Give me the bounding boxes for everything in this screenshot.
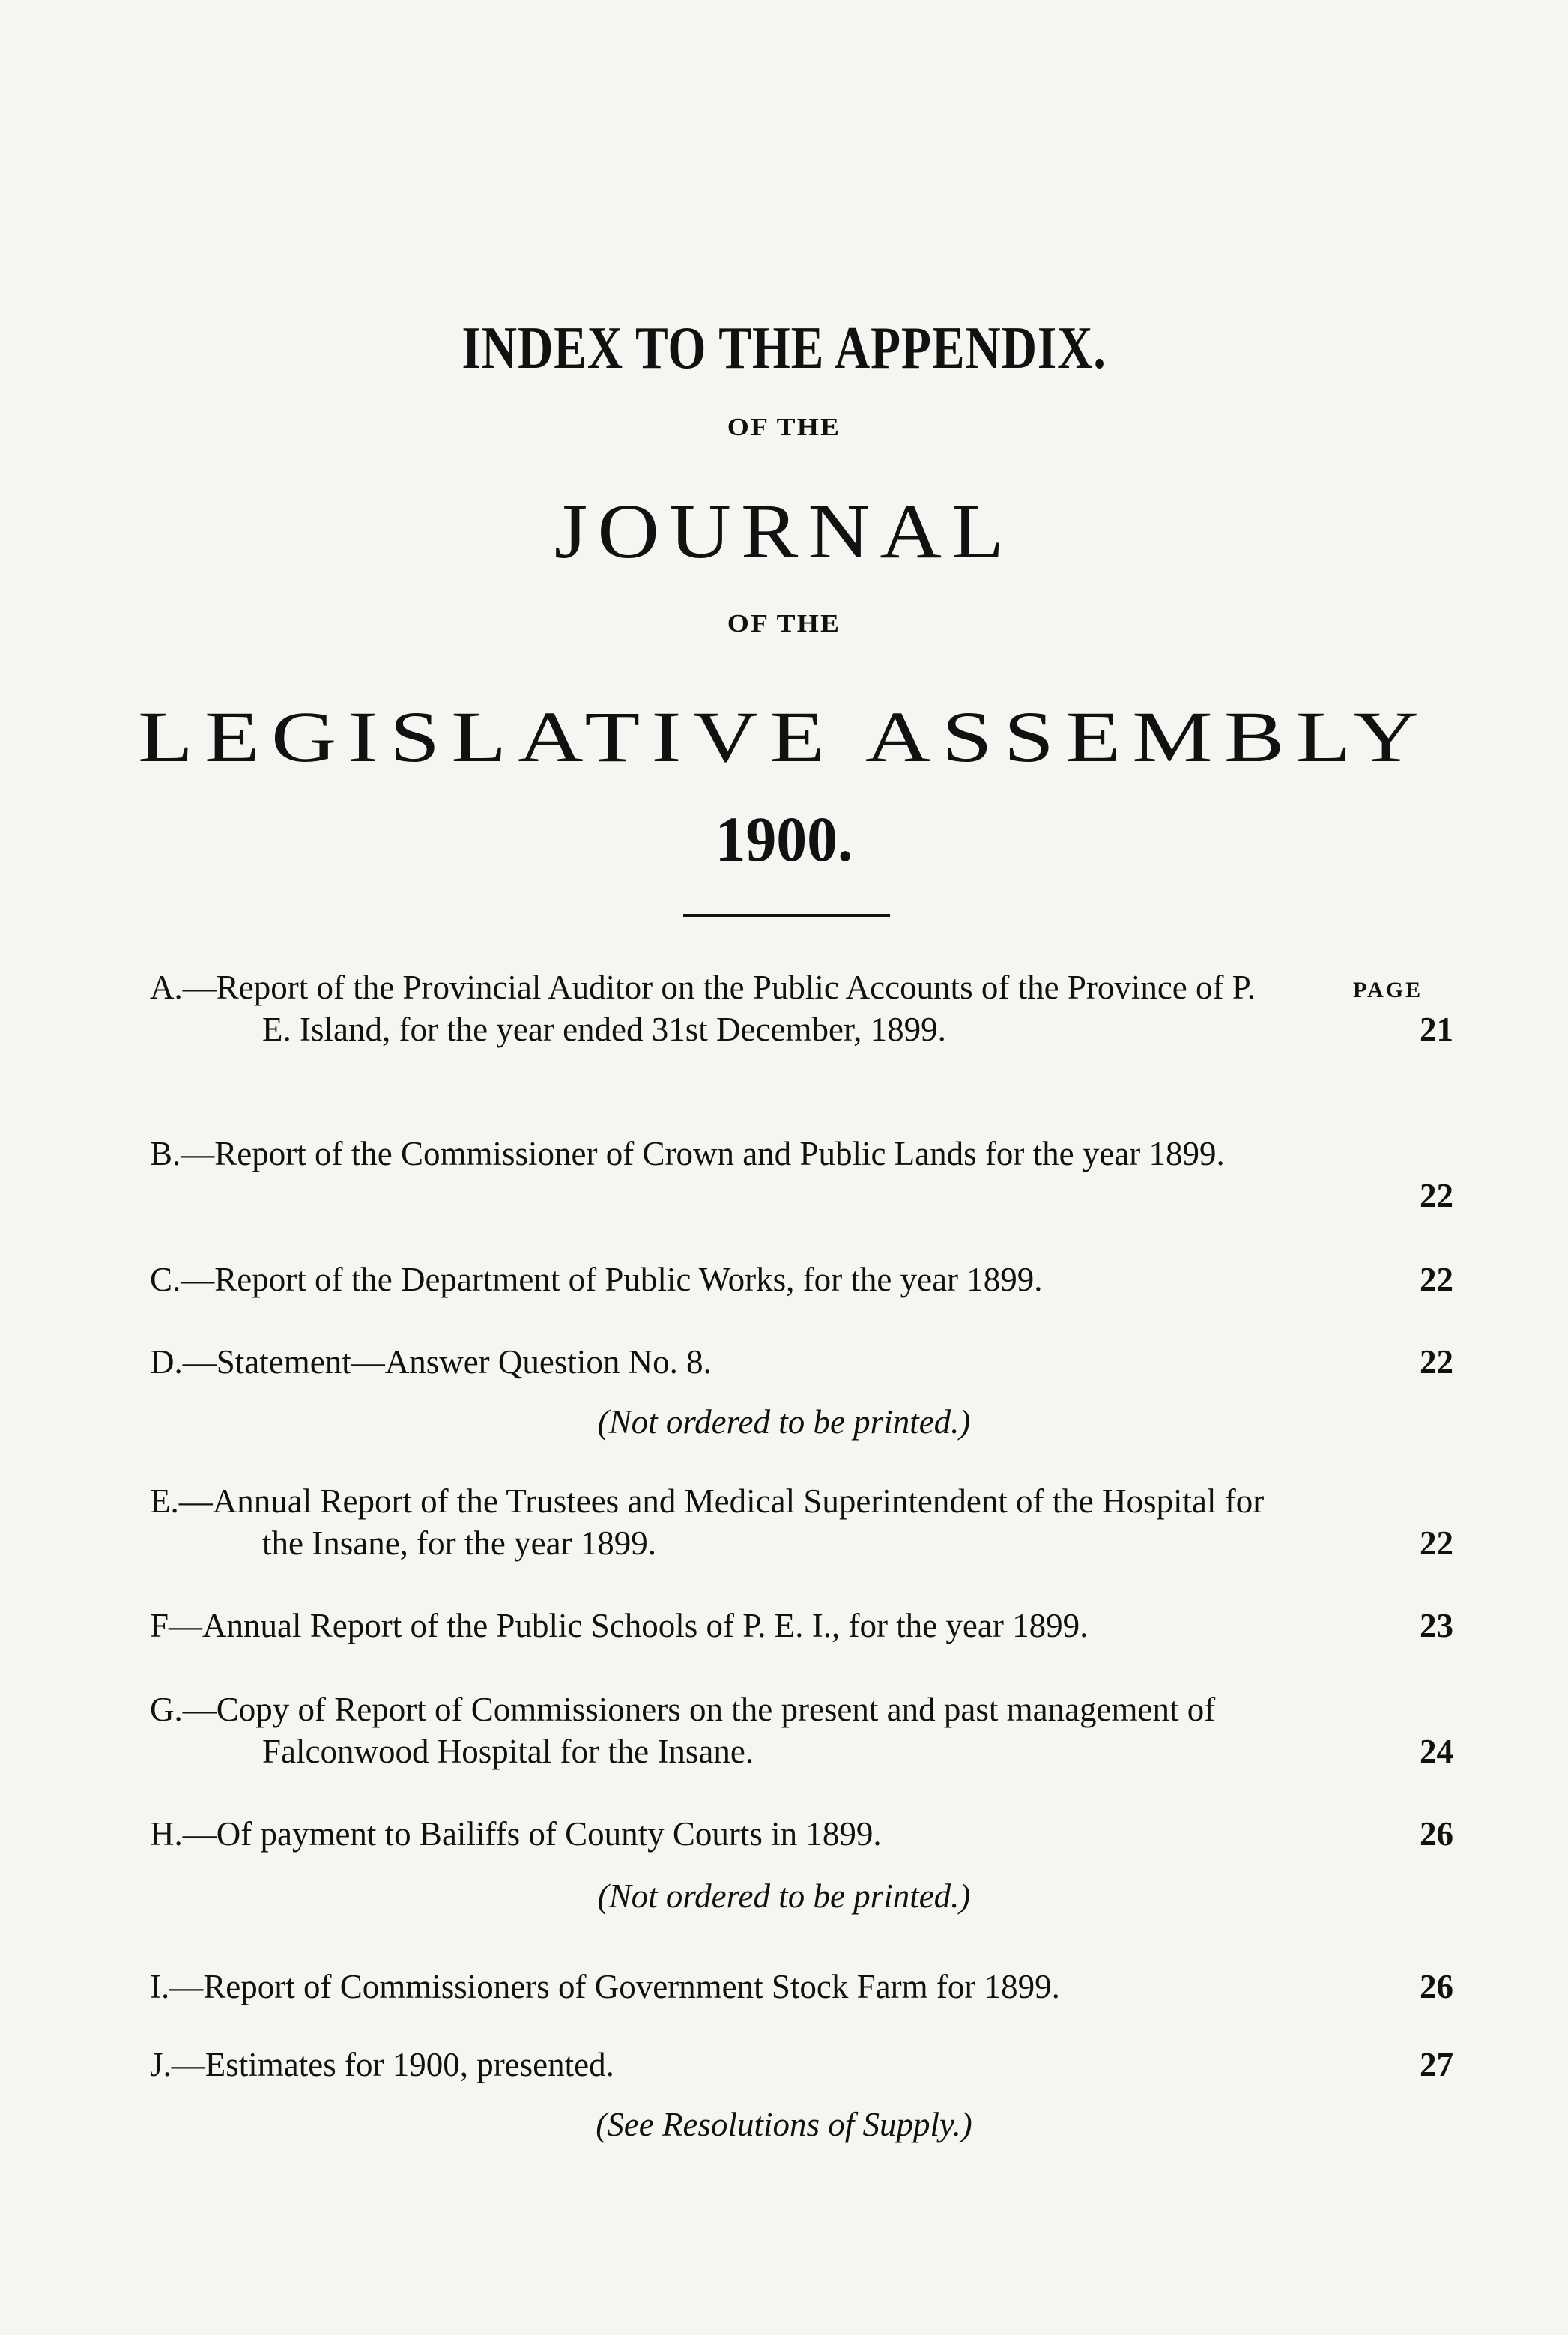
page-title: INDEX TO THE APPENDIX. bbox=[461, 315, 1107, 381]
subheading-of-the: OF THE bbox=[727, 414, 841, 441]
entry-page-number: 21 bbox=[1420, 1011, 1453, 1048]
entry-page-number: 26 bbox=[1420, 1815, 1453, 1853]
assembly-heading: LEGISLATIVE ASSEMBLY bbox=[137, 697, 1431, 777]
entry-text: C.—Report of the Department of Public Works, for the year 1899. bbox=[150, 1261, 1043, 1298]
entry-page-number: 24 bbox=[1420, 1733, 1453, 1770]
entry-note: (See Resolutions of Supply.) bbox=[596, 2106, 972, 2143]
entry-page-number: 27 bbox=[1420, 2046, 1453, 2083]
entry-text: E.—Annual Report of the Trustees and Medical Superintendent of the Hospital for the Insane, for the year 1899. bbox=[150, 1483, 1265, 1562]
entry-page-number: 23 bbox=[1420, 1607, 1453, 1644]
entry-page-number: 22 bbox=[1420, 1524, 1453, 1562]
page-column-label: PAGE bbox=[1353, 978, 1423, 1002]
entry-text: H.—Of payment to Bailiffs of County Courts in 1899. bbox=[150, 1815, 882, 1853]
entry-text: D.—Statement—Answer Question No. 8. bbox=[150, 1343, 712, 1381]
entry-text: A.—Report of the Provincial Auditor on the Public Accounts of the Province of P. E. Island, for the year ended 31st December, 1899. bbox=[150, 969, 1256, 1048]
entry-page-number: 22 bbox=[1420, 1261, 1453, 1298]
entry-page-number: 26 bbox=[1420, 1968, 1453, 2005]
entry-page-number: 22 bbox=[1420, 1177, 1453, 1214]
divider-rule bbox=[683, 914, 890, 917]
entry-text: F—Annual Report of the Public Schools of P. E. I., for the year 1899. bbox=[150, 1607, 1089, 1644]
entry-text: I.—Report of Commissioners of Government Stock Farm for 1899. bbox=[150, 1968, 1060, 2005]
entry-text: G.—Copy of Report of Commissioners on the present and past management of Falconwood Hospital for the Insane. bbox=[150, 1691, 1216, 1770]
subheading-of-the-2: OF THE bbox=[727, 610, 841, 637]
entry-note: (Not ordered to be printed.) bbox=[597, 1877, 971, 1915]
entry-text: J.—Estimates for 1900, presented. bbox=[150, 2046, 614, 2083]
entry-text: B.—Report of the Commissioner of Crown and Public Lands for the year 1899. bbox=[150, 1135, 1225, 1172]
entry-page-number: 22 bbox=[1420, 1343, 1453, 1381]
journal-heading: JOURNAL bbox=[554, 488, 1014, 575]
year-heading: 1900. bbox=[715, 803, 853, 875]
entry-note: (Not ordered to be printed.) bbox=[597, 1403, 971, 1441]
